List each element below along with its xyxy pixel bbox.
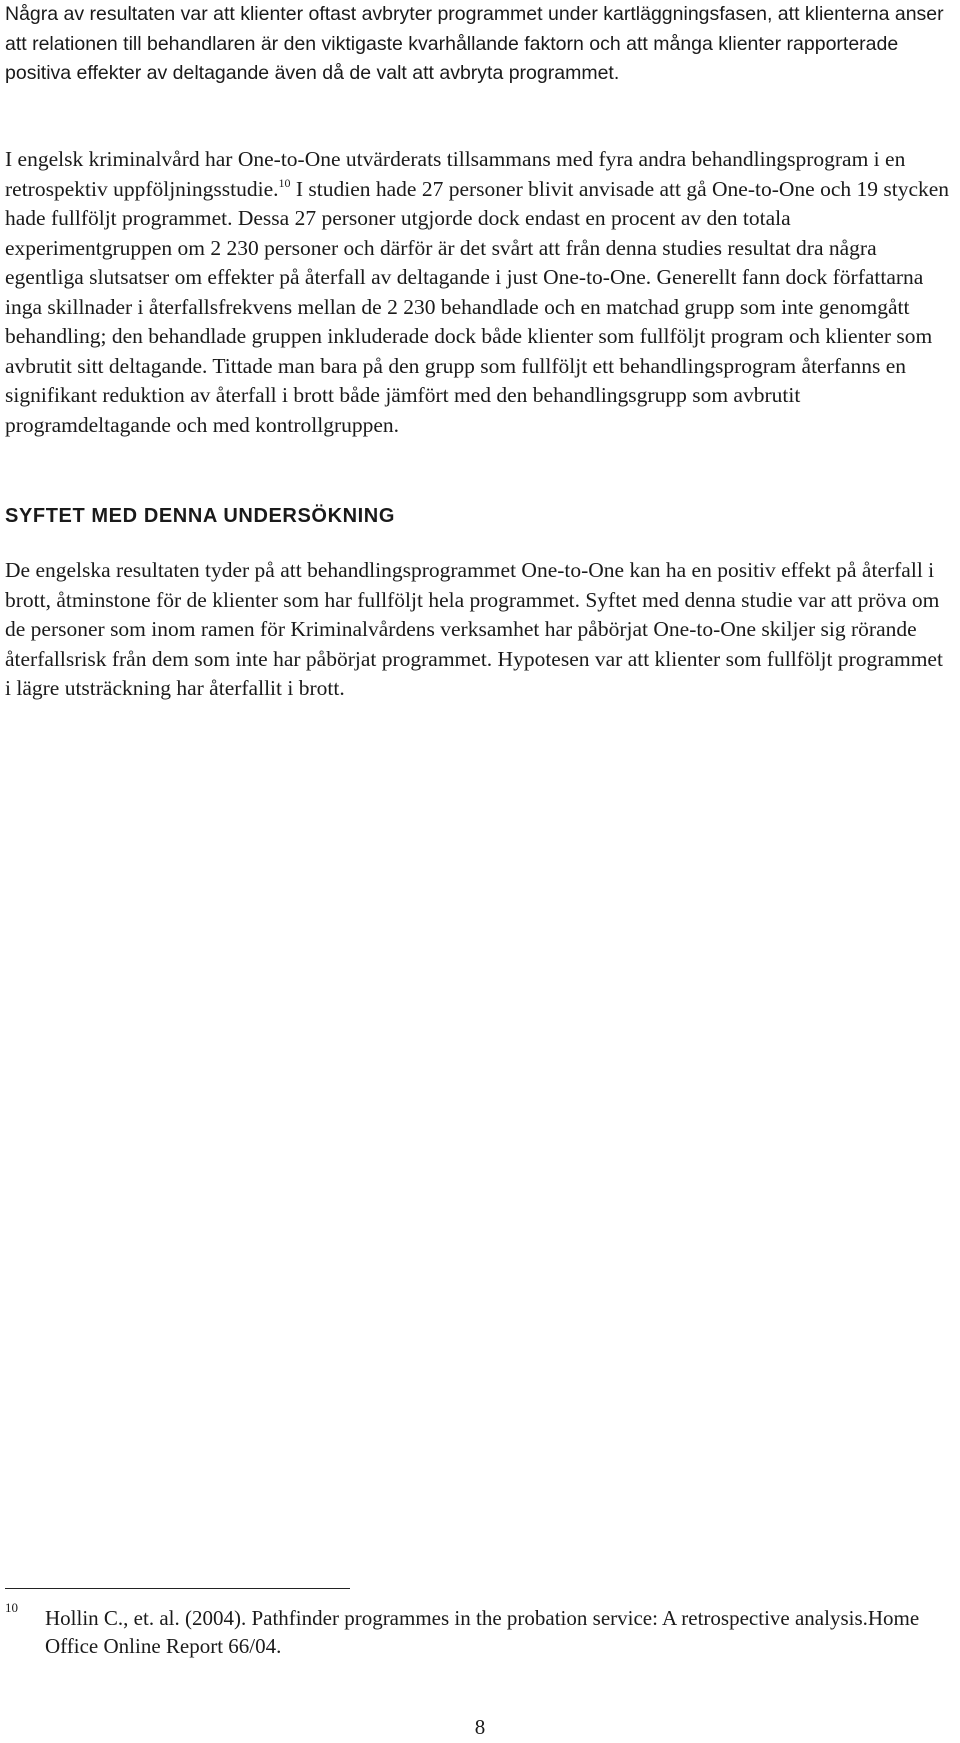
paragraph-english-evaluation-rest: I studien hade 27 personer blivit anvisade att gå One-to-One och 19 stycken hade fullföljt programmet. Dessa 27 personer utgjorde dock endast en procent av den totala experimentgruppen om 2 230 personer och därför är det svårt att från denna studies resultat dra några egentliga slutsatser om effekter på återfall av deltagande i just One-to-One. Generellt fann dock författarna inga skillnader i återfallsfrekvens mellan de 2 230 behandlade och en matchad grupp som inte genomgått behandling; den behandlade gruppen inkluderade dock både klienter som fullföljt program och klienter som avbrutit sitt deltagande. Tittade man bara på den grupp som fullföljt ett behandlingsprogram återfanns en signifikant reduktion av återfall i brott både jämfört med den behandlingsgrupp som avbrutit programdeltagande och med kontrollgruppen. <box>5 176 950 437</box>
paragraph-english-evaluation-start: I engelsk kriminalvård har One-to-One utvärderats tillsammans med fyra andra behandlingsprogram i en retrospektiv uppföljningsstudie. <box>5 147 906 201</box>
section-heading: SYFTET MED DENNA UNDERSÖKNING <box>5 505 396 527</box>
paragraph-study-purpose: De engelska resultaten tyder på att behandlingsprogrammet One-to-One kan ha en positiv effekt på återfall i brott, åtminstone för de klienter som har fullföljt hela programmet. Syftet med denna studie var att pröva om de personer som inom ramen för Kriminalvårdens verksamhet har påbörjat One-to-One skiljer sig rörande återfallsrisk från dem som inte har påbörjat programmet. Hypotesen var att klienter som fullföljt programmet i lägre utsträckning har återfallit i brott. <box>5 558 943 700</box>
page-number: 8 <box>474 1715 486 1739</box>
footnote-text: Hollin C., et. al. (2004). Pathfinder programmes in the probation service: A retrospective analysis.Home Office Online Report 66/04. <box>45 1606 920 1658</box>
footnote-number: 10 <box>5 1600 18 1615</box>
paragraph-program-dropout: Några av resultaten var att klienter oftast avbryter programmet under kartläggningsfasen, att klienterna anser att relationen till behandlaren är den viktigaste kvarhållande faktorn och att många klienter rapporterade positiva effekter av deltagande även då de valt att avbryta programmet. <box>5 3 944 84</box>
footnote-reference[interactable]: 10 <box>278 175 291 190</box>
footnote-separator <box>5 1588 350 1589</box>
paragraph-english-evaluation <box>5 145 950 440</box>
